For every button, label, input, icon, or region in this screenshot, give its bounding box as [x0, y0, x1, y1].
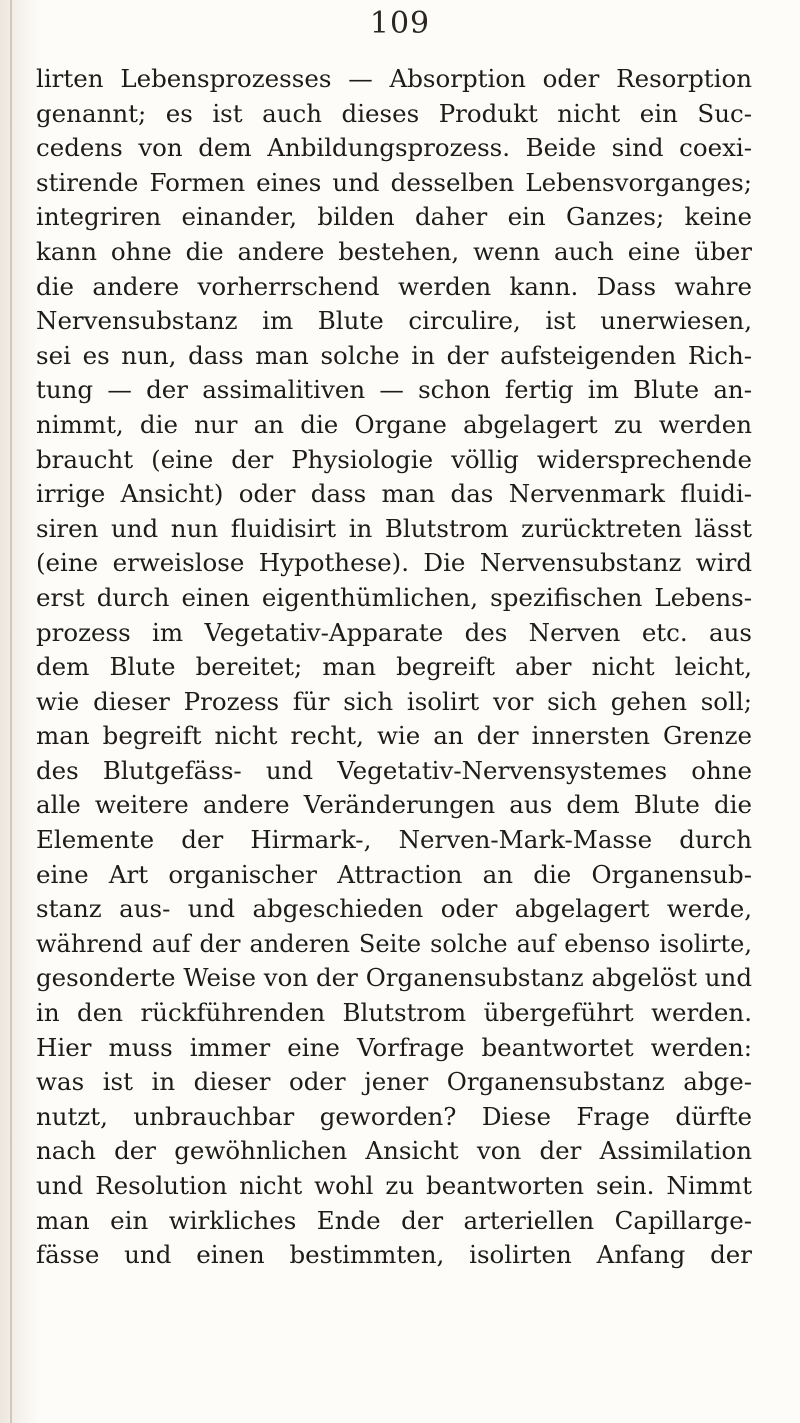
text-line: eine Art organischer Attraction an die Organensub- — [36, 859, 752, 889]
text-line: kann ohne die andere bestehen, wenn auch eine über — [36, 236, 752, 266]
text-line: Nervensubstanz im Blute circulire, ist unerwiesen, — [36, 306, 752, 336]
text-line: gesonderte Weise von der Organensubstanz abgelöst und — [36, 963, 752, 993]
text-line: und Resolution nicht wohl zu beantworten sein. Nimmt — [36, 1171, 752, 1200]
text-line: nimmt, die nur an die Organe abgelagert zu werden — [36, 409, 752, 439]
text-line: Elemente der Hirmark-, Nerven-Mark-Masse durch — [36, 825, 752, 855]
text-line: genannt; es ist auch dieses Produkt nicht ein Suc- — [36, 98, 752, 128]
text-line: stanz aus- und abgeschieden oder abgelagert werde, — [36, 894, 752, 924]
text-line: die andere vorherrschend werden kann. Dass wahre — [36, 271, 752, 301]
text-line: sei es nun, dass man solche in der aufsteigenden Rich- — [36, 340, 752, 370]
page-gutter-shadow — [0, 0, 40, 1423]
text-line: (eine erweislose Hypothese). Die Nervensubstanz wird — [36, 548, 752, 578]
text-line: fässe und einen bestimmten, isolirten Anfang der — [36, 1240, 752, 1270]
text-line: prozess im Vegetativ-Apparate des Nerven etc. aus — [36, 617, 752, 647]
text-line: des Blutgefäss- und Vegetativ-Nervensystemes ohne — [36, 755, 752, 785]
text-line: cedens von dem Anbildungsprozess. Beide sind coexi- — [36, 133, 752, 163]
text-line: braucht (eine der Physiologie völlig widersprechende — [36, 444, 752, 474]
text-line: stirende Formen eines und desselben Lebensvorganges; — [36, 167, 752, 197]
text-line: während auf der anderen Seite solche auf ebenso isolirte, — [36, 929, 752, 958]
text-line: man ein wirkliches Ende der arteriellen Capillarge- — [36, 1205, 752, 1235]
text-line: siren und nun fluidisirt in Blutstrom zurücktreten lässt — [36, 513, 752, 543]
body-text — [36, 62, 752, 1273]
text-line: was ist in dieser oder jener Organensubstanz abge- — [36, 1067, 752, 1097]
text-line: lirten Lebensprozesses — Absorption oder Resorption — [36, 64, 752, 93]
text-line: alle weitere andere Veränderungen aus dem Blute die — [36, 790, 752, 820]
text-line: integriren einander, bilden daher ein Ganzes; keine — [36, 202, 752, 232]
text-line: erst durch einen eigenthümlichen, spezifischen Lebens- — [36, 582, 752, 612]
page-number: 109 — [369, 6, 431, 41]
text-line: nutzt, unbrauchbar geworden? Diese Frage dürfte — [36, 1101, 752, 1131]
text-line: tung — der assimalitiven — schon fertig im Blute an- — [36, 375, 752, 405]
text-line: nach der gewöhnlichen Ansicht von der Assimilation — [36, 1136, 752, 1166]
text-line: irrige Ansicht) oder dass man das Nervenmark fluidi- — [36, 479, 752, 509]
text-line: wie dieser Prozess für sich isolirt vor sich gehen soll; — [36, 686, 752, 716]
page-edge-line — [10, 0, 12, 1423]
text-line: dem Blute bereitet; man begreift aber nicht leicht, — [36, 652, 752, 682]
text-line: man begreift nicht recht, wie an der innersten Grenze — [36, 721, 752, 751]
text-line: Hier muss immer eine Vorfrage beantwortet werden: — [36, 1032, 752, 1062]
text-line: in den rückführenden Blutstrom übergeführt werden. — [36, 998, 752, 1028]
